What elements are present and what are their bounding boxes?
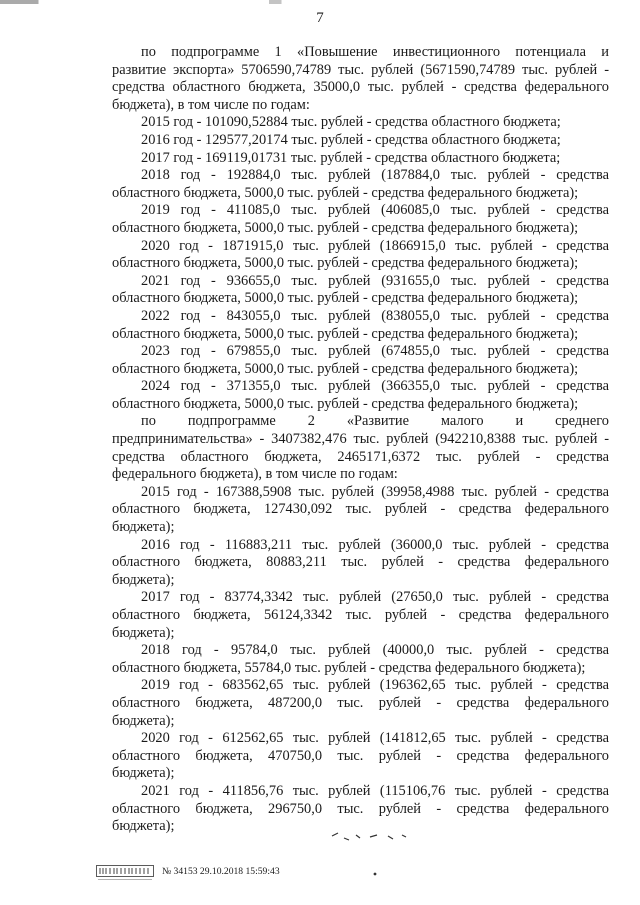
text-line: 2022 год - 843055,0 тыс. рублей (838055,0 тыс. рублей - средства bbox=[141, 307, 609, 324]
text-line: 2018 год - 95784,0 тыс. рублей (40000,0 тыс. рублей - средства bbox=[141, 642, 609, 659]
text-line: областного бюджета, 5000,0 тыс. рублей - средства федерального бюджета); bbox=[112, 184, 579, 201]
text-line: 2019 год - 411085,0 тыс. рублей (406085,0 тыс. рублей - средства bbox=[141, 202, 609, 219]
text-line: областного бюджета, 55784,0 тыс. рублей - средства федерального бюджета); bbox=[112, 659, 586, 676]
text-line: 2017 год - 169119,01731 тыс. рублей - средства областного бюджета; bbox=[141, 149, 561, 166]
text-line: областного бюджета, 5000,0 тыс. рублей - средства федерального бюджета); bbox=[112, 395, 579, 412]
text-line: областного бюджета, 5000,0 тыс. рублей - средства федерального бюджета); bbox=[112, 219, 579, 236]
text-line: средства областного бюджета, 35000,0 тыс. рублей - средства федерального bbox=[112, 79, 609, 96]
text-line: 2021 год - 411856,76 тыс. рублей (115106,76 тыс. рублей - средства bbox=[141, 782, 609, 799]
document-body bbox=[112, 44, 609, 836]
page-number: 7 bbox=[316, 10, 324, 26]
text-line: 2018 год - 192884,0 тыс. рублей (187884,0 тыс. рублей - средства bbox=[141, 167, 609, 184]
scan-noise-marks bbox=[330, 826, 430, 846]
text-line: областного бюджета, 5000,0 тыс. рублей - средства федерального бюджета); bbox=[112, 325, 579, 342]
text-line: бюджета), в том числе по годам: bbox=[112, 96, 310, 113]
text-line: 2019 год - 683562,65 тыс. рублей (196362,65 тыс. рублей - средства bbox=[141, 677, 609, 694]
text-line: областного бюджета, 56124,3342 тыс. рублей - средства федерального bbox=[112, 607, 609, 623]
text-line: 2020 год - 612562,65 тыс. рублей (141812,65 тыс. рублей - средства bbox=[141, 730, 609, 747]
text-line: бюджета); bbox=[112, 712, 175, 729]
text-line: бюджета); bbox=[112, 818, 175, 835]
text-line: областного бюджета, 80883,211 тыс. рублей - средства федерального bbox=[112, 554, 609, 571]
text-line: областного бюджета, 127430,092 тыс. рублей - средства федерального bbox=[112, 501, 609, 518]
scan-edge-artifact bbox=[0, 0, 640, 4]
text-line: областного бюджета, 470750,0 тыс. рублей - средства федерального bbox=[112, 747, 609, 764]
text-line: бюджета); bbox=[112, 519, 175, 536]
text-line: областного бюджета, 5000,0 тыс. рублей - средства федерального бюджета); bbox=[112, 360, 579, 377]
text-line: 2021 год - 936655,0 тыс. рублей (931655,0 тыс. рублей - средства bbox=[141, 272, 609, 289]
text-line: предпринимательства» - 3407382,476 тыс. рублей (942210,8388 тыс. рублей - bbox=[112, 431, 609, 448]
text-line: средства областного бюджета, 2465171,6372 тыс. рублей - средства bbox=[112, 448, 609, 465]
text-line: областного бюджета, 5000,0 тыс. рублей - средства федерального бюджета); bbox=[112, 255, 579, 272]
text-line: 2016 год - 116883,211 тыс. рублей (36000,0 тыс. рублей - средства bbox=[141, 536, 609, 553]
text-line: бюджета); bbox=[112, 765, 175, 782]
text-line: 2017 год - 83774,3342 тыс. рублей (27650,0 тыс. рублей - средства bbox=[141, 589, 609, 606]
text-line: бюджета); bbox=[112, 571, 175, 588]
text-line: 2023 год - 679855,0 тыс. рублей (674855,0 тыс. рублей - средства bbox=[141, 343, 609, 360]
document-footer bbox=[96, 864, 636, 884]
document-registration-number: № 34153 29.10.2018 15:59:43 bbox=[162, 866, 280, 877]
text-line: областного бюджета, 487200,0 тыс. рублей - средства федерального bbox=[112, 694, 609, 711]
text-line: 2015 год - 101090,52884 тыс. рублей - средства областного бюджета; bbox=[141, 114, 561, 131]
scan-speck bbox=[372, 871, 378, 877]
barcode-stamp-icon bbox=[96, 865, 154, 881]
text-line: 2024 год - 371355,0 тыс. рублей (366355,0 тыс. рублей - средства bbox=[141, 378, 609, 395]
text-line: 2016 год - 129577,20174 тыс. рублей - средства областного бюджета; bbox=[141, 131, 561, 148]
text-line: 2020 год - 1871915,0 тыс. рублей (1866915,0 тыс. рублей - средства bbox=[141, 237, 609, 254]
text-line: федерального бюджета), в том числе по годам: bbox=[112, 466, 398, 483]
text-line: 2015 год - 167388,5908 тыс. рублей (39958,4988 тыс. рублей - средства bbox=[141, 483, 609, 500]
text-line: развитие экспорта» 5706590,74789 тыс. рублей (5671590,74789 тыс. рублей - bbox=[112, 61, 609, 78]
text-line: областного бюджета, 5000,0 тыс. рублей - средства федерального бюджета); bbox=[112, 290, 579, 307]
text-line: бюджета); bbox=[112, 624, 175, 641]
text-line: по подпрограмме 2 «Развитие малого и среднего bbox=[141, 413, 609, 430]
text-line: областного бюджета, 296750,0 тыс. рублей - средства федерального bbox=[112, 800, 609, 817]
text-line: по подпрограмме 1 «Повышение инвестиционного потенциала и bbox=[141, 44, 609, 60]
